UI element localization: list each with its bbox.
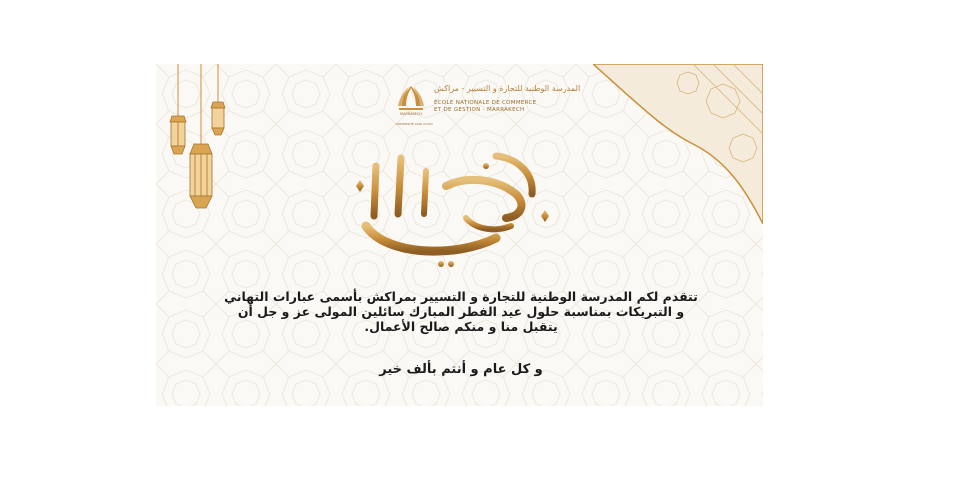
logo-mark-label: MARRAKECH bbox=[399, 112, 423, 116]
school-name-french: ÉCOLE NATIONALE DE COMMERCE ET DE GESTION - MARRAKECH bbox=[434, 100, 537, 113]
greeting-message: تتقدم لكم المدرسة الوطنية للتجارة و التسيير بمراكش بأسمى عبارات التهاني و التبريكات بمناسبة حلول عيد الفطر المبارك سائلين المولى عز و جل أن يتقبل منا و منكم صالح الأعمال. bbox=[224, 289, 698, 334]
corner-ornament-decoration bbox=[593, 64, 763, 224]
school-logo bbox=[396, 84, 581, 126]
greeting-wish: و كل عام و أنتم بألف خير bbox=[379, 362, 543, 377]
hanging-lanterns-decoration bbox=[156, 64, 246, 224]
university-name: UNIVERSITÉ CADI AYYAD bbox=[396, 122, 433, 126]
logo-emblem-icon bbox=[396, 84, 426, 124]
eid-greeting-card bbox=[156, 64, 763, 406]
school-name-arabic: المدرسة الوطنية للتجارة و التسيير - مراكش bbox=[434, 84, 581, 93]
lantern-small-right bbox=[211, 102, 225, 135]
eid-mubarak-calligraphy bbox=[346, 146, 556, 274]
lantern-small-left bbox=[170, 116, 186, 154]
lantern-large bbox=[190, 144, 212, 208]
